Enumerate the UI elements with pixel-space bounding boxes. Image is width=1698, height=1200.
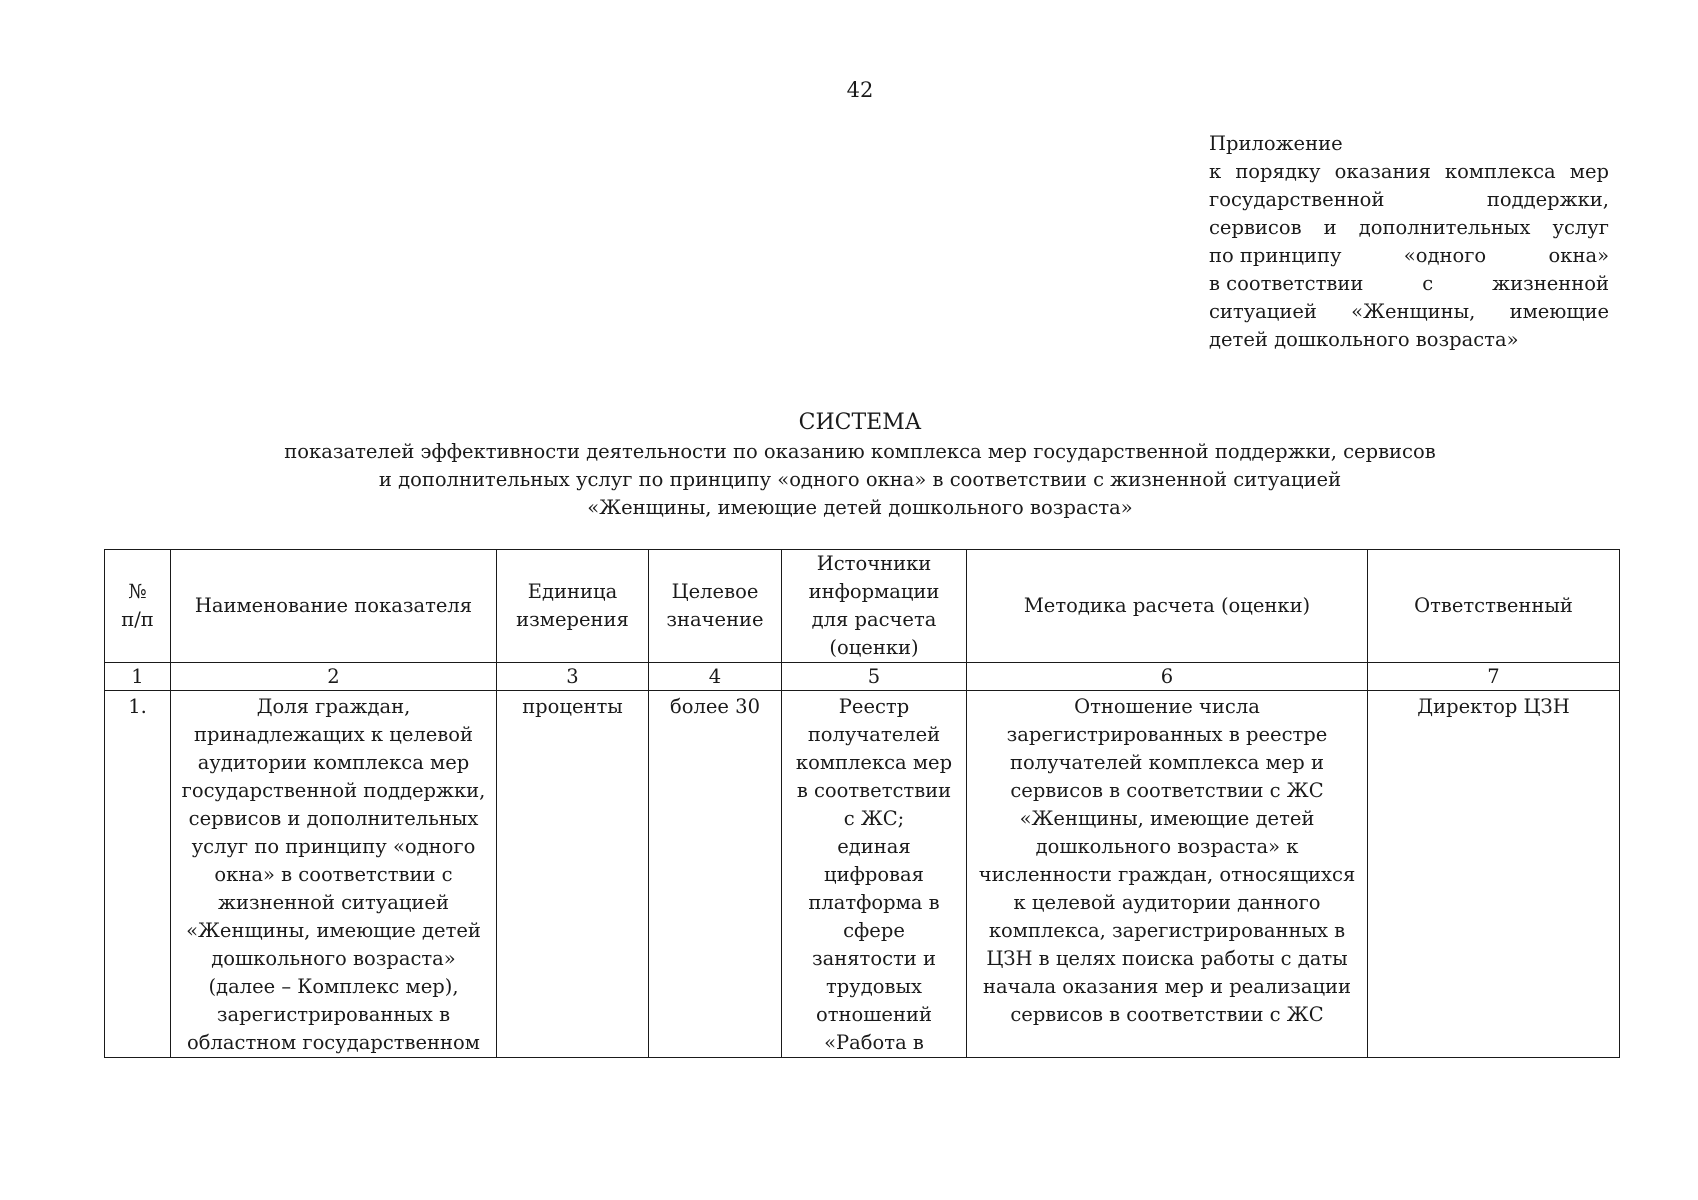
unit-cell: проценты	[497, 691, 649, 1058]
responsible-cell: Директор ЦЗН	[1368, 691, 1620, 1058]
appendix-word: сервисов	[1209, 216, 1302, 239]
appendix-word: комплекса	[1444, 160, 1556, 183]
column-header-number: № п/п	[105, 550, 171, 663]
appendix-word: государственной	[1209, 188, 1385, 211]
appendix-word: жизненной	[1492, 272, 1609, 295]
sources-cell: Реестр получателей комплекса мер в соответствии с ЖС; единая цифровая платформа в сфере занятости и трудовых отношений «Работа в	[782, 691, 967, 1058]
row-number: 1.	[105, 691, 171, 1058]
target-cell: более 30	[649, 691, 782, 1058]
appendix-word: «одного	[1403, 244, 1487, 267]
appendix-word: поддержки,	[1486, 188, 1609, 211]
method-cell: Отношение числа зарегистрированных в реестре получателей комплекса мер и сервисов в соответствии с ЖС «Женщины, имеющие детей дошкольного возраста» к численности граждан, относящихся к целевой аудитории данного комплекса, зарегистрированных в ЦЗН в целях поиска работы с даты начала оказания мер и реализации сервисов в соответствии с ЖС	[967, 691, 1368, 1058]
appendix-word: имеющие	[1509, 300, 1609, 323]
column-header-responsible: Ответственный	[1368, 550, 1620, 663]
appendix-word: дополнительных	[1358, 216, 1531, 239]
appendix-line	[1209, 298, 1609, 326]
column-number: 2	[171, 663, 497, 691]
appendix-line	[1209, 242, 1609, 270]
document-subtitle-line: и дополнительных услуг по принципу «одного окна» в соответствии с жизненной ситуацией	[378, 468, 1342, 491]
table-header-row	[105, 550, 1620, 663]
column-number: 6	[967, 663, 1368, 691]
appendix-word: окна»	[1548, 244, 1609, 267]
document-subtitle-line: показателей эффективности деятельности по оказанию комплекса мер государственной поддержки, сервисов	[284, 440, 1436, 463]
appendix-block	[1209, 130, 1609, 354]
table-column-numbers-row	[105, 663, 1620, 691]
appendix-line	[1209, 270, 1609, 298]
appendix-word: ситуацией	[1209, 300, 1317, 323]
appendix-word: услуг	[1552, 216, 1609, 239]
column-number: 5	[782, 663, 967, 691]
appendix-word: порядку	[1235, 160, 1321, 183]
indicators-table	[104, 549, 1620, 1058]
document-heading	[0, 408, 1698, 522]
appendix-title: Приложение	[1209, 132, 1343, 155]
appendix-word: в соответствии	[1209, 272, 1364, 295]
appendix-line	[1209, 186, 1609, 214]
column-number: 4	[649, 663, 782, 691]
appendix-word: мер	[1569, 160, 1609, 183]
appendix-last-line: детей дошкольного возраста»	[1209, 328, 1519, 351]
page-number: 42	[846, 78, 874, 102]
appendix-word: по принципу	[1209, 244, 1342, 267]
column-header-method: Методика расчета (оценки)	[967, 550, 1368, 663]
appendix-line	[1209, 158, 1609, 186]
document-title: СИСТЕМА	[798, 410, 922, 435]
appendix-line	[1209, 214, 1609, 242]
table-row	[105, 691, 1620, 1058]
appendix-word: к	[1209, 160, 1222, 183]
column-number: 7	[1368, 663, 1620, 691]
appendix-word: и	[1323, 216, 1337, 239]
appendix-word: с	[1422, 272, 1434, 295]
column-header-target: Целевое значение	[649, 550, 782, 663]
column-header-sources: Источники информации для расчета (оценки)	[782, 550, 967, 663]
column-number: 1	[105, 663, 171, 691]
appendix-word: «Женщины,	[1351, 300, 1476, 323]
column-header-indicator-name: Наименование показателя	[171, 550, 497, 663]
indicator-name: Доля граждан, принадлежащих к целевой аудитории комплекса мер государственной поддержки, сервисов и дополнительных услуг по принципу «одного окна» в соответствии с жизненной ситуацией «Женщины, имеющие детей дошкольного возраста» (далее – Комплекс мер), зарегистрированных в областном государственном	[171, 691, 497, 1058]
column-number: 3	[497, 663, 649, 691]
document-subtitle-line: «Женщины, имеющие детей дошкольного возраста»	[587, 496, 1133, 519]
column-header-unit: Единица измерения	[497, 550, 649, 663]
appendix-word: оказания	[1334, 160, 1431, 183]
